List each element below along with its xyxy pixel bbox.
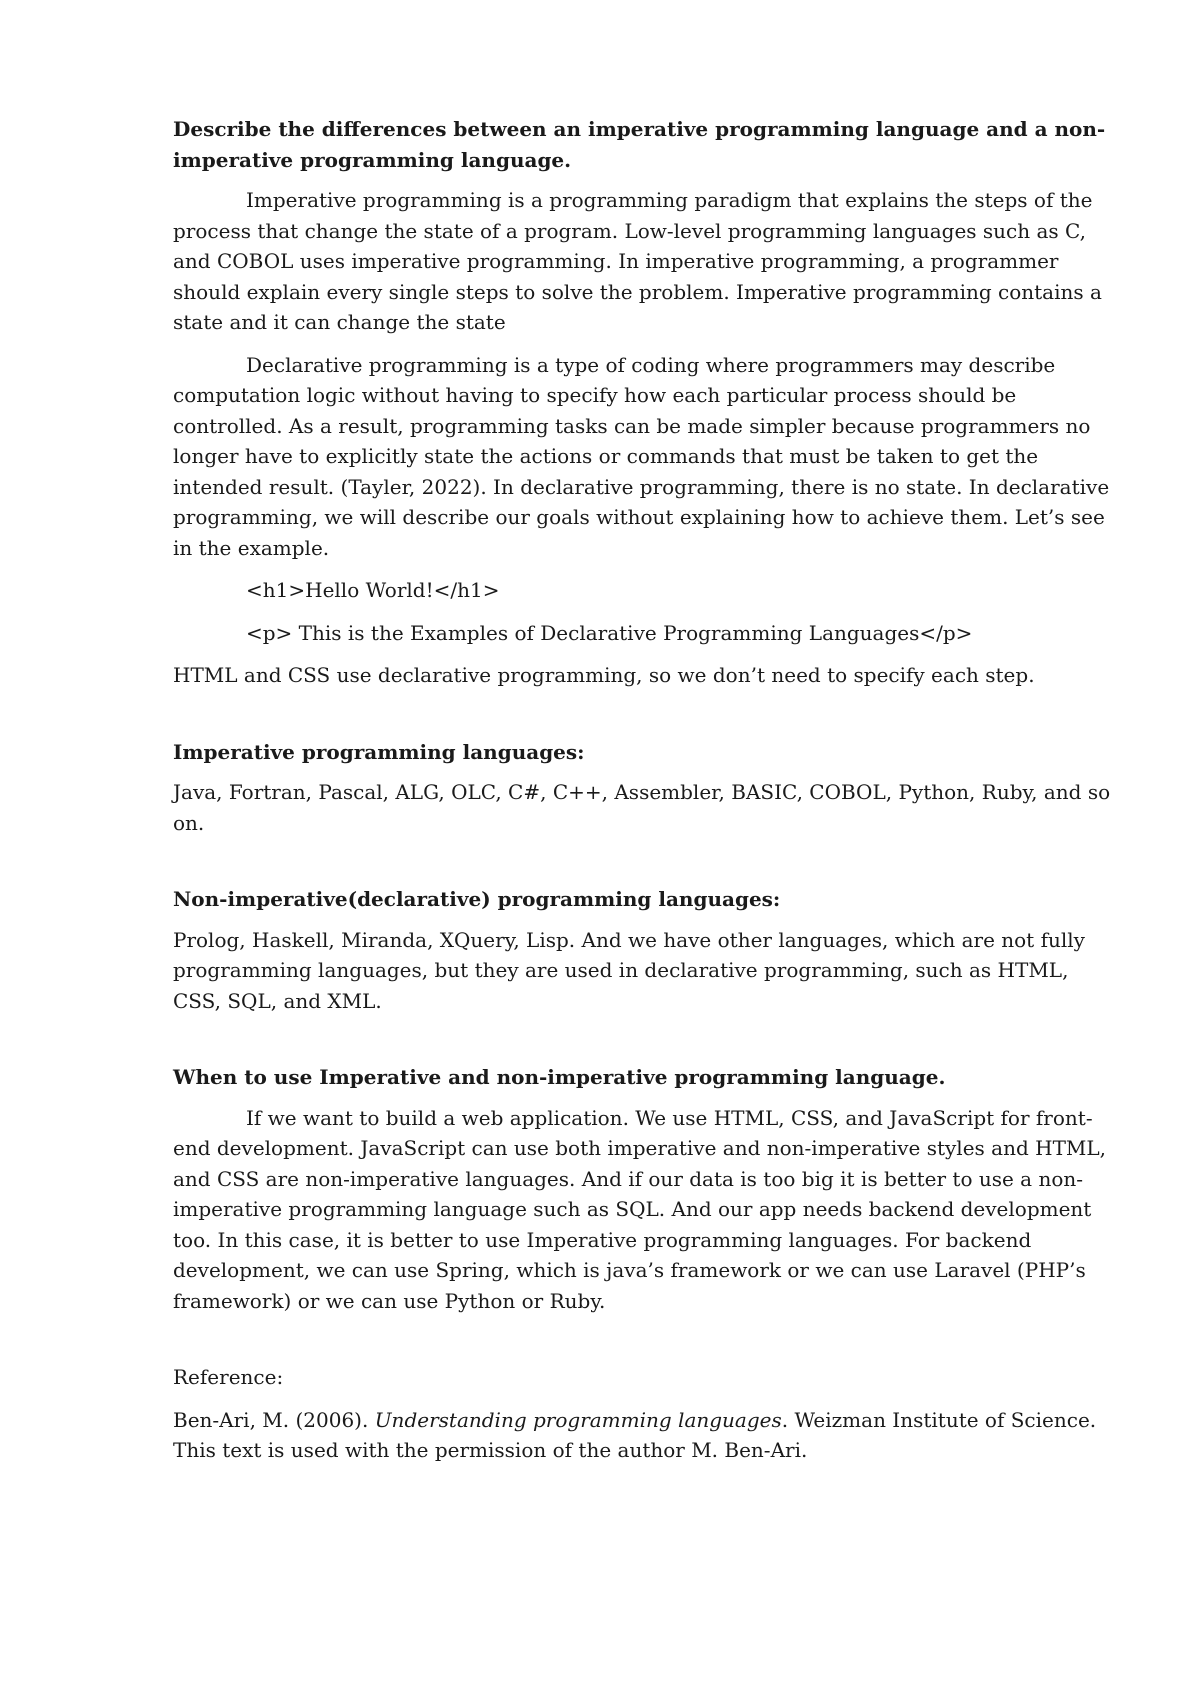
document-title: Describe the differences between an imperative programming language and a non-imperative programming language. <box>173 117 1106 172</box>
reference-label: Reference: <box>173 1365 284 1389</box>
imperative-languages-list: Java, Fortran, Pascal, ALG, OLC, C#, C++, Assembler, BASIC, COBOL, Python, Ruby, and so on. <box>173 780 1111 835</box>
section-spacer <box>173 850 1120 884</box>
paragraph-html-css: HTML and CSS use declarative programming, so we don’t need to specify each step. <box>173 663 1035 687</box>
reference-author: Ben-Ari, M. (2006). <box>173 1407 375 1432</box>
code-example-h1: <h1>Hello World!</h1> <box>246 578 500 602</box>
section-spacer <box>173 1028 1120 1062</box>
paragraph-imperative: Imperative programming is a programming paradigm that explains the steps of the process that change the state of a program. Low-level programming languages such as C, and COBOL uses imperative programming. In imperative programming, a programmer should explain every single steps to solve the problem. Imperative programming contains a state and it can change the state <box>173 188 1102 334</box>
section-spacer <box>173 703 1120 737</box>
reference-entry <box>173 1405 1120 1466</box>
imperative-languages-heading: Imperative programming languages: <box>173 739 585 764</box>
reference-rest: . Weizman Institute of Science. This text is used with the permission of the author M. Ben-Ari. <box>173 1407 1097 1462</box>
nonimperative-languages-heading: Non-imperative(declarative) programming languages: <box>173 887 781 911</box>
code-example-p: <p> This is the Examples of Declarative Programming Languages</p> <box>246 620 973 645</box>
paragraph-declarative: Declarative programming is a type of coding where programmers may describe computation logic without having to specify how each particular process should be controlled. As a result, programming tasks can be made simpler because programmers no longer have to explicitly state the actions or commands that must be taken to get the intended result. (Tayler, 2022). In declarative programming, there is no state. In declarative programming, we will describe our goals without explaining how to achieve them. Let’s see in the example. <box>173 352 1110 560</box>
section-spacer <box>173 1328 1120 1362</box>
reference-title: Understanding programming languages <box>374 1407 782 1432</box>
when-to-use-heading: When to use Imperative and non-imperative programming language. <box>173 1065 946 1089</box>
nonimperative-languages-list: Prolog, Haskell, Miranda, XQuery, Lisp. And we have other languages, which are not fully programming languages, but they are used in declarative programming, such as HTML, CSS, SQL, and XML. <box>173 927 1085 1013</box>
when-to-use-paragraph: If we want to build a web application. We use HTML, CSS, and JavaScript for front-end development. JavaScript can use both imperative and non-imperative styles and HTML, and CSS are non-imperative languages. And if our data is too big it is better to use a non-imperative programming language such as SQL. And our app needs backend development too. In this case, it is better to use Imperative programming languages. For backend development, we can use Spring, which is java’s framework or we can use Laravel (PHP’s framework) or we can use Python or Ruby. <box>173 1105 1107 1313</box>
